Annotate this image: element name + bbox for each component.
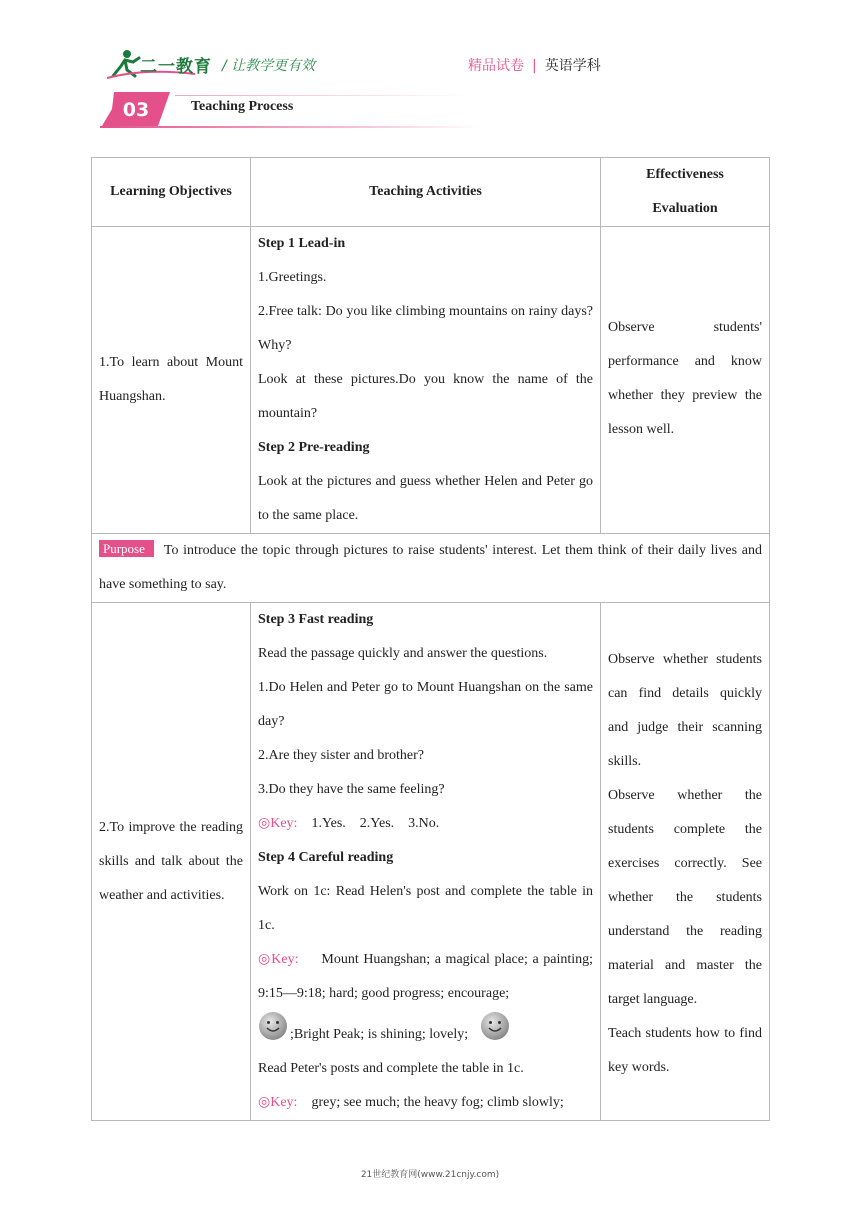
section-underline <box>100 126 480 128</box>
answer-key-continued <box>258 1011 593 1052</box>
key-label: ◎Key: <box>258 1095 298 1110</box>
smiley-face-icon <box>480 1011 510 1041</box>
table-row <box>92 227 770 534</box>
activities-cell <box>251 227 601 534</box>
logo-text: 二一教育 <box>140 57 212 77</box>
purpose-tag: Purpose <box>99 540 154 557</box>
section-title: Teaching Process <box>191 99 294 114</box>
step-title: Step 2 Pre-reading <box>258 440 370 455</box>
evaluation-text: Teach students how to find key words. <box>608 1026 762 1075</box>
activity-item: Work on 1c: Read Helen's post and complete the table in 1c. <box>258 884 593 933</box>
purpose-cell <box>92 534 770 603</box>
header-activities: Teaching Activities <box>251 158 601 227</box>
activity-item: 1.Do Helen and Peter go to Mount Huangshan on the same day? <box>258 680 593 729</box>
table-header-row <box>92 158 770 227</box>
page-footer: 21世纪教育网(www.21cnjy.com) <box>360 1170 500 1180</box>
step-title: Step 3 Fast reading <box>258 612 374 627</box>
evaluation-cell <box>601 603 770 1121</box>
key-label: ◎Key: <box>258 816 298 831</box>
brand-left-label: 精品试卷 <box>468 58 524 74</box>
activity-item: 2.Are they sister and brother? <box>258 748 424 763</box>
page-header <box>0 0 860 140</box>
objective-cell: 1.To learn about Mount Huangshan. <box>92 227 251 534</box>
evaluation-text: Observe whether students can find details quickly and judge their scanning skills. <box>608 652 762 769</box>
evaluation-text: Observe whether the students complete the exercises correctly. See whether the students understand the reading material and master the target language. <box>608 788 762 1007</box>
key-text: ;Bright Peak; is shining; lovely; <box>290 1027 469 1042</box>
brand-label <box>468 55 601 75</box>
step-title: Step 1 Lead-in <box>258 236 346 251</box>
activity-item: Look at the pictures and guess whether Helen and Peter go to the same place. <box>258 474 593 523</box>
smiley-face-icon <box>258 1011 288 1041</box>
key-text: 1.Yes. 2.Yes. 3.No. <box>311 816 440 831</box>
key-text: Mount Huangshan; a magical place; a painting; 9:15—9:18; hard; good progress; encourage; <box>258 952 594 1001</box>
answer-key <box>258 807 593 841</box>
evaluation-cell: Observe students' performance and know whether they preview the lesson well. <box>601 227 770 534</box>
step-title: Step 4 Careful reading <box>258 850 394 865</box>
answer-key <box>258 1086 593 1120</box>
section-number: 03 <box>122 99 150 121</box>
section-number-badge <box>100 92 170 126</box>
brand-right-label: 英语学科 <box>544 58 601 74</box>
header-evaluation <box>601 158 770 227</box>
header-evaluation-line2: Evaluation <box>652 201 718 216</box>
header-objectives: Learning Objectives <box>92 158 251 227</box>
purpose-row <box>92 534 770 603</box>
activity-item: 2.Free talk: Do you like climbing mountains on rainy days? Why? <box>258 304 593 353</box>
brand-separator: | <box>532 58 537 74</box>
key-label: ◎Key: <box>258 952 299 967</box>
header-evaluation-line1: Effectiveness <box>646 167 724 182</box>
key-text: grey; see much; the heavy fog; climb slowly; <box>311 1095 564 1110</box>
purpose-text: To introduce the topic through pictures to raise students' interest. Let them think of their daily lives and have something to say. <box>99 543 762 592</box>
answer-key <box>258 943 593 1011</box>
activity-item: Read the passage quickly and answer the questions. <box>258 646 548 661</box>
activity-item: Read Peter's posts and complete the table in 1c. <box>258 1061 524 1076</box>
activities-cell <box>251 603 601 1121</box>
teaching-process-table <box>91 157 770 1121</box>
activity-item: 1.Greetings. <box>258 270 327 285</box>
activity-item: Look at these pictures.Do you know the name of the mountain? <box>258 372 593 421</box>
activity-item: 3.Do they have the same feeling? <box>258 782 445 797</box>
slogan: / 让教学更有效 <box>222 58 316 74</box>
section-top-line <box>175 95 475 96</box>
table-row <box>92 603 770 1121</box>
objective-cell: 2.To improve the reading skills and talk about the weather and activities. <box>92 603 251 1121</box>
